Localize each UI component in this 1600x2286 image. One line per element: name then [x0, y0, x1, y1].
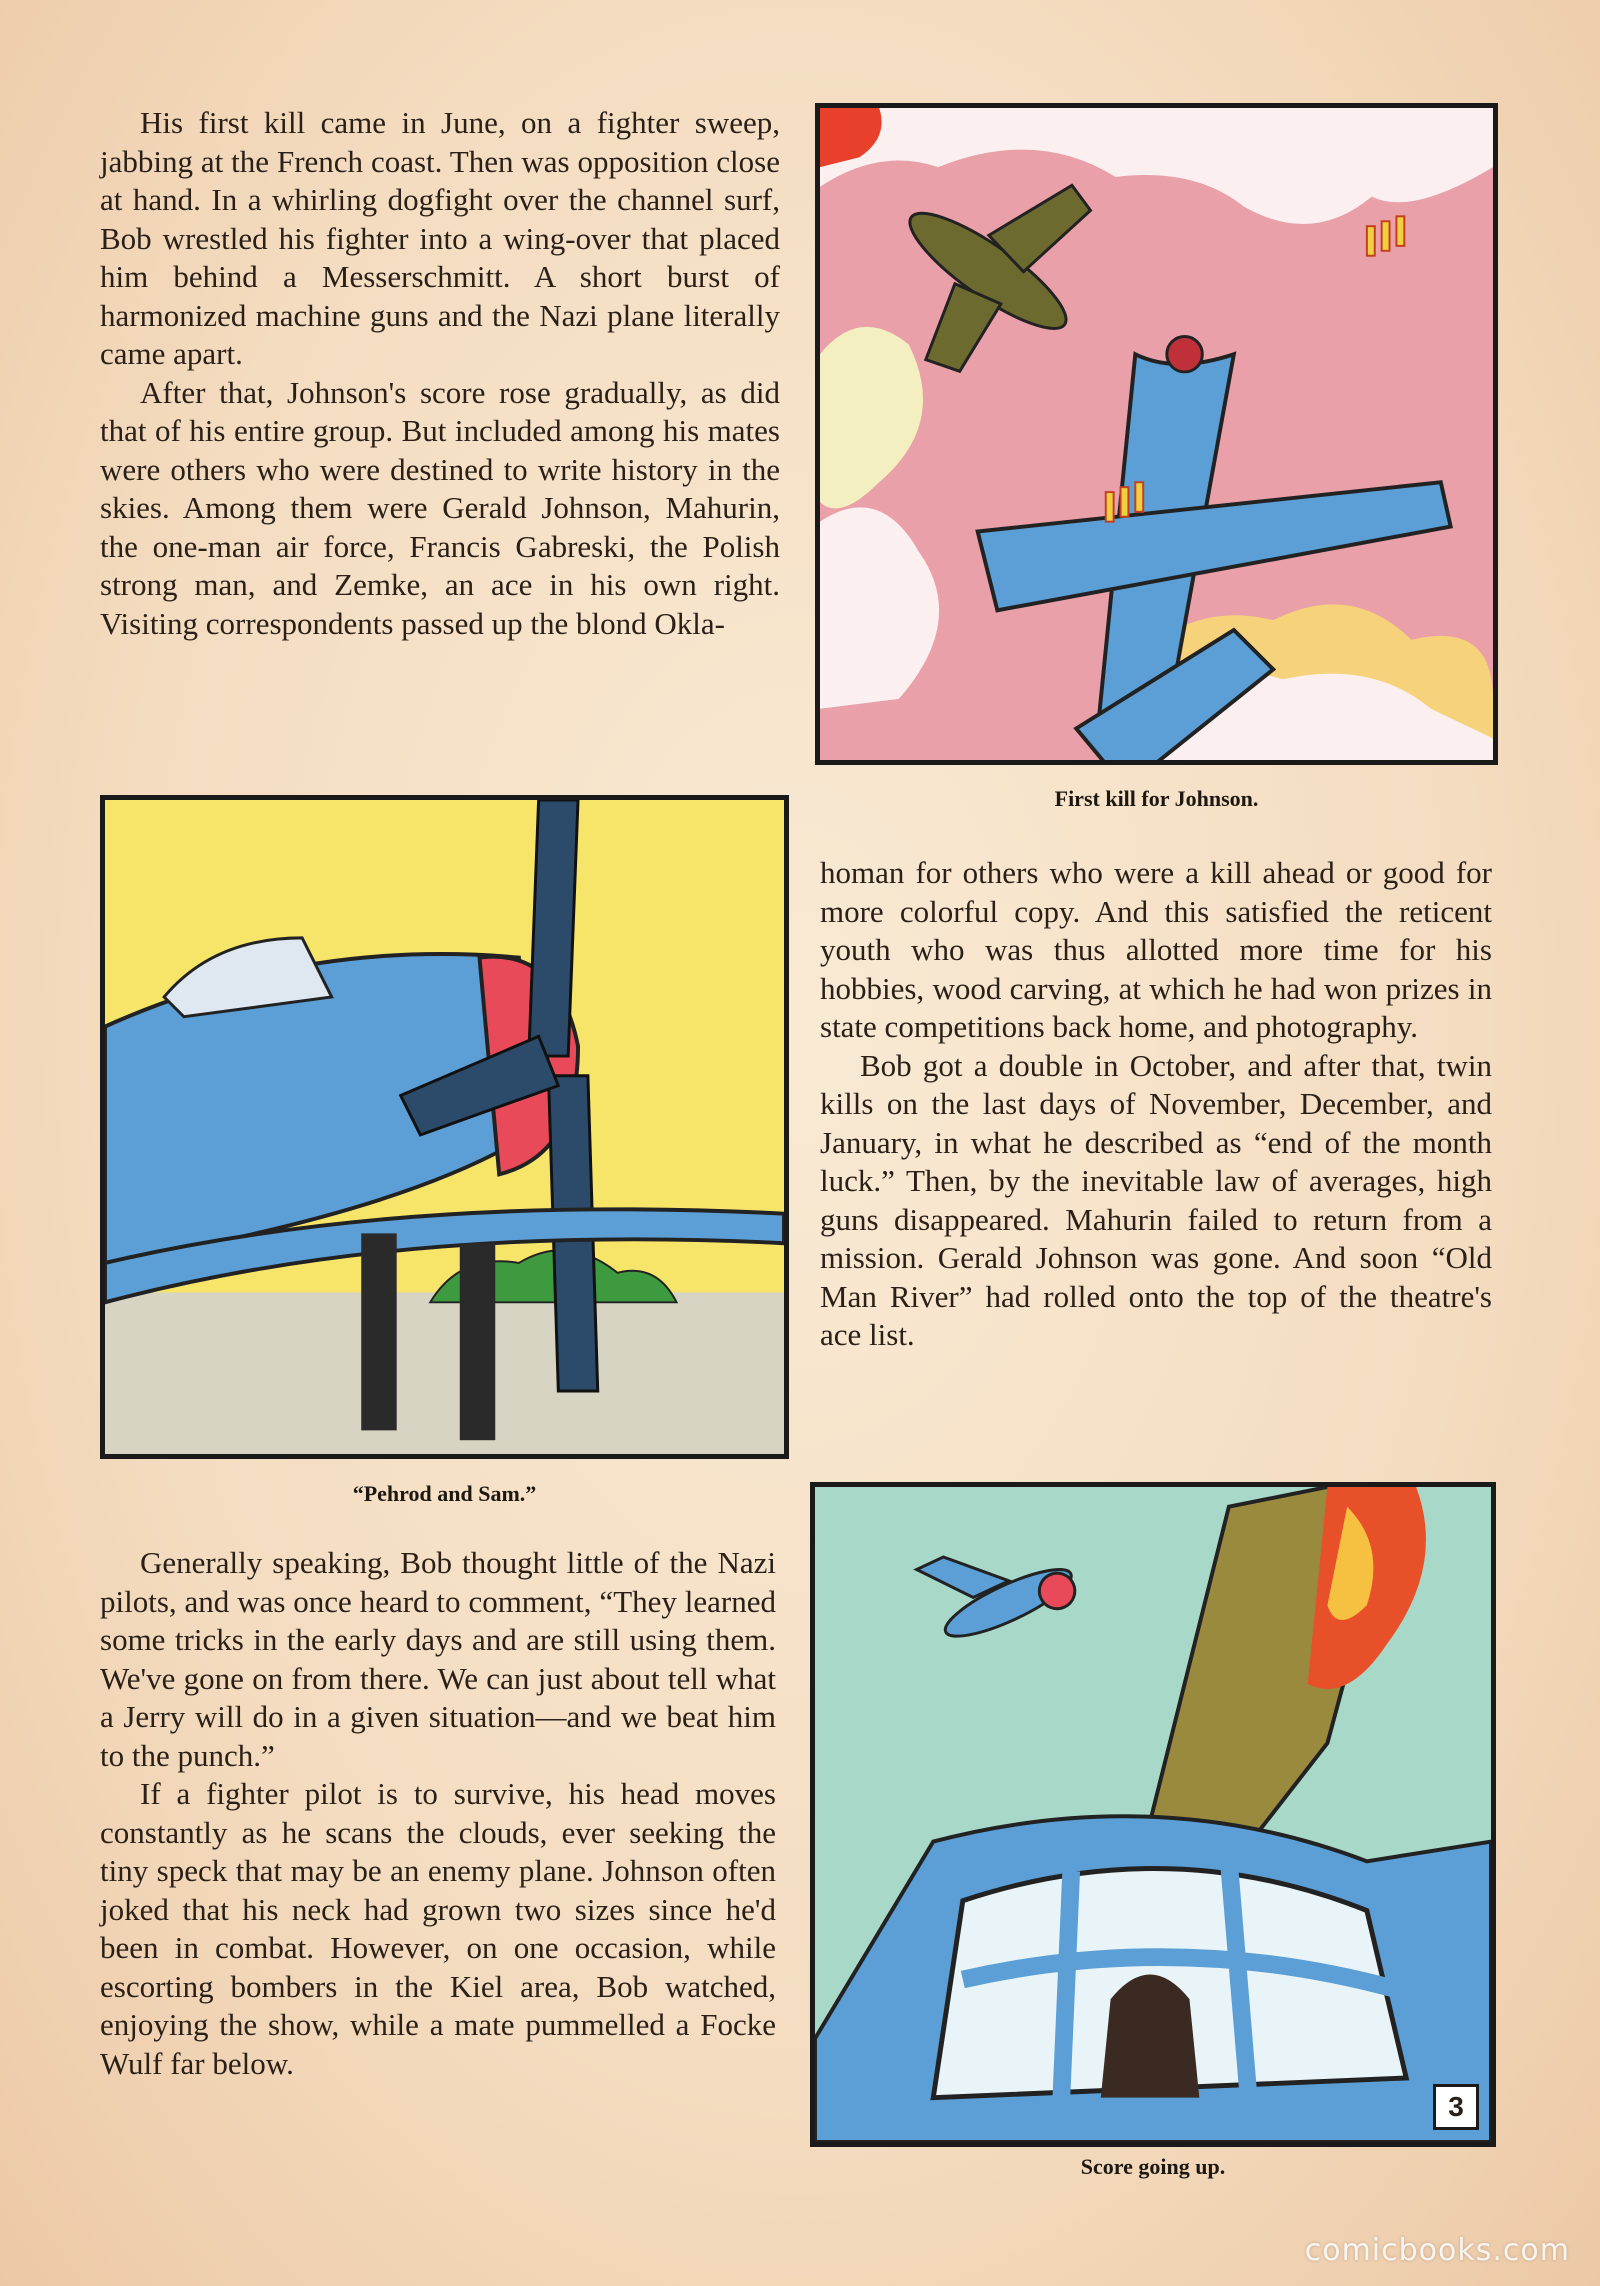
panel-score-going-up: [810, 1482, 1496, 2147]
text-column-mid-right: [820, 854, 1492, 1355]
page-number: 3: [1433, 2084, 1479, 2130]
paragraph: After that, Johnson's score rose gradually, as did that of his entire group. But included among his mates were others who were destined to write history in the skies. Among them were Gerald Johnson, Mahurin, the one-man air force, Francis Gabreski, the Polish strong man, and Zemke, an ace in his own right. Visiting correspondents passed up the blond Okla-: [100, 374, 780, 641]
panel-pehrod-and-sam: [100, 795, 789, 1459]
paragraph: homan for others who were a kill ahead or good for more colorful copy. And this satisfied the reticent youth who was thus allotted more time for his hobbies, wood carving, at which he had won prizes in state competitions back home, and photography.: [820, 855, 1492, 1044]
paragraph: Bob got a double in October, and after that, twin kills on the last days of November, December, and January, in what he described as “end of the month luck.” Then, by the inevitable law of averages, high guns disappeared. Mahurin failed to return from a mission. Gerald Johnson was gone. And soon “Old Man River” had rolled onto the top of the theatre's ace list.: [820, 1047, 1492, 1352]
text-column-top-left: [100, 104, 780, 643]
watermark-text: comicbooks.com: [1304, 2233, 1570, 2268]
text-column-bottom-left: [100, 1544, 776, 2083]
paragraph: His first kill came in June, on a fighter sweep, jabbing at the French coast. Then was opposition close at hand. In a whirling dogfight over the channel surf, Bob wrestled his fighter into a wing-over that placed him behind a Messerschmitt. A short burst of harmonized machine guns and the Nazi plane literally came apart.: [100, 105, 780, 371]
paragraph: If a fighter pilot is to survive, his head moves constantly as he scans the clouds, ever seeking the tiny speck that may be an enemy plane. Johnson often joked that his neck had grown two sizes since he'd been in combat. However, on one occasion, while escorting bombers in the Kiel area, Bob watched, enjoying the show, while a mate pummelled a Focke Wulf far below.: [100, 1776, 776, 2081]
panel-score-caption: Score going up.: [1080, 2154, 1226, 2179]
dogfight-illustration: [820, 108, 1493, 760]
panel-pehrod-caption: “Pehrod and Sam.”: [352, 1481, 537, 1506]
panel-first-kill-caption: First kill for Johnson.: [1054, 786, 1259, 811]
cockpit-illustration: [815, 1487, 1491, 2142]
paragraph: Generally speaking, Bob thought little of the Nazi pilots, and was once heard to comment, “They learned some tricks in the early days and are still using them. We've gone on from there. We can just about tell what a Jerry will do in a given situation—and we beat him to the punch.”: [100, 1545, 776, 1773]
parked-plane-illustration: [105, 800, 784, 1454]
panel-first-kill: [815, 103, 1498, 765]
